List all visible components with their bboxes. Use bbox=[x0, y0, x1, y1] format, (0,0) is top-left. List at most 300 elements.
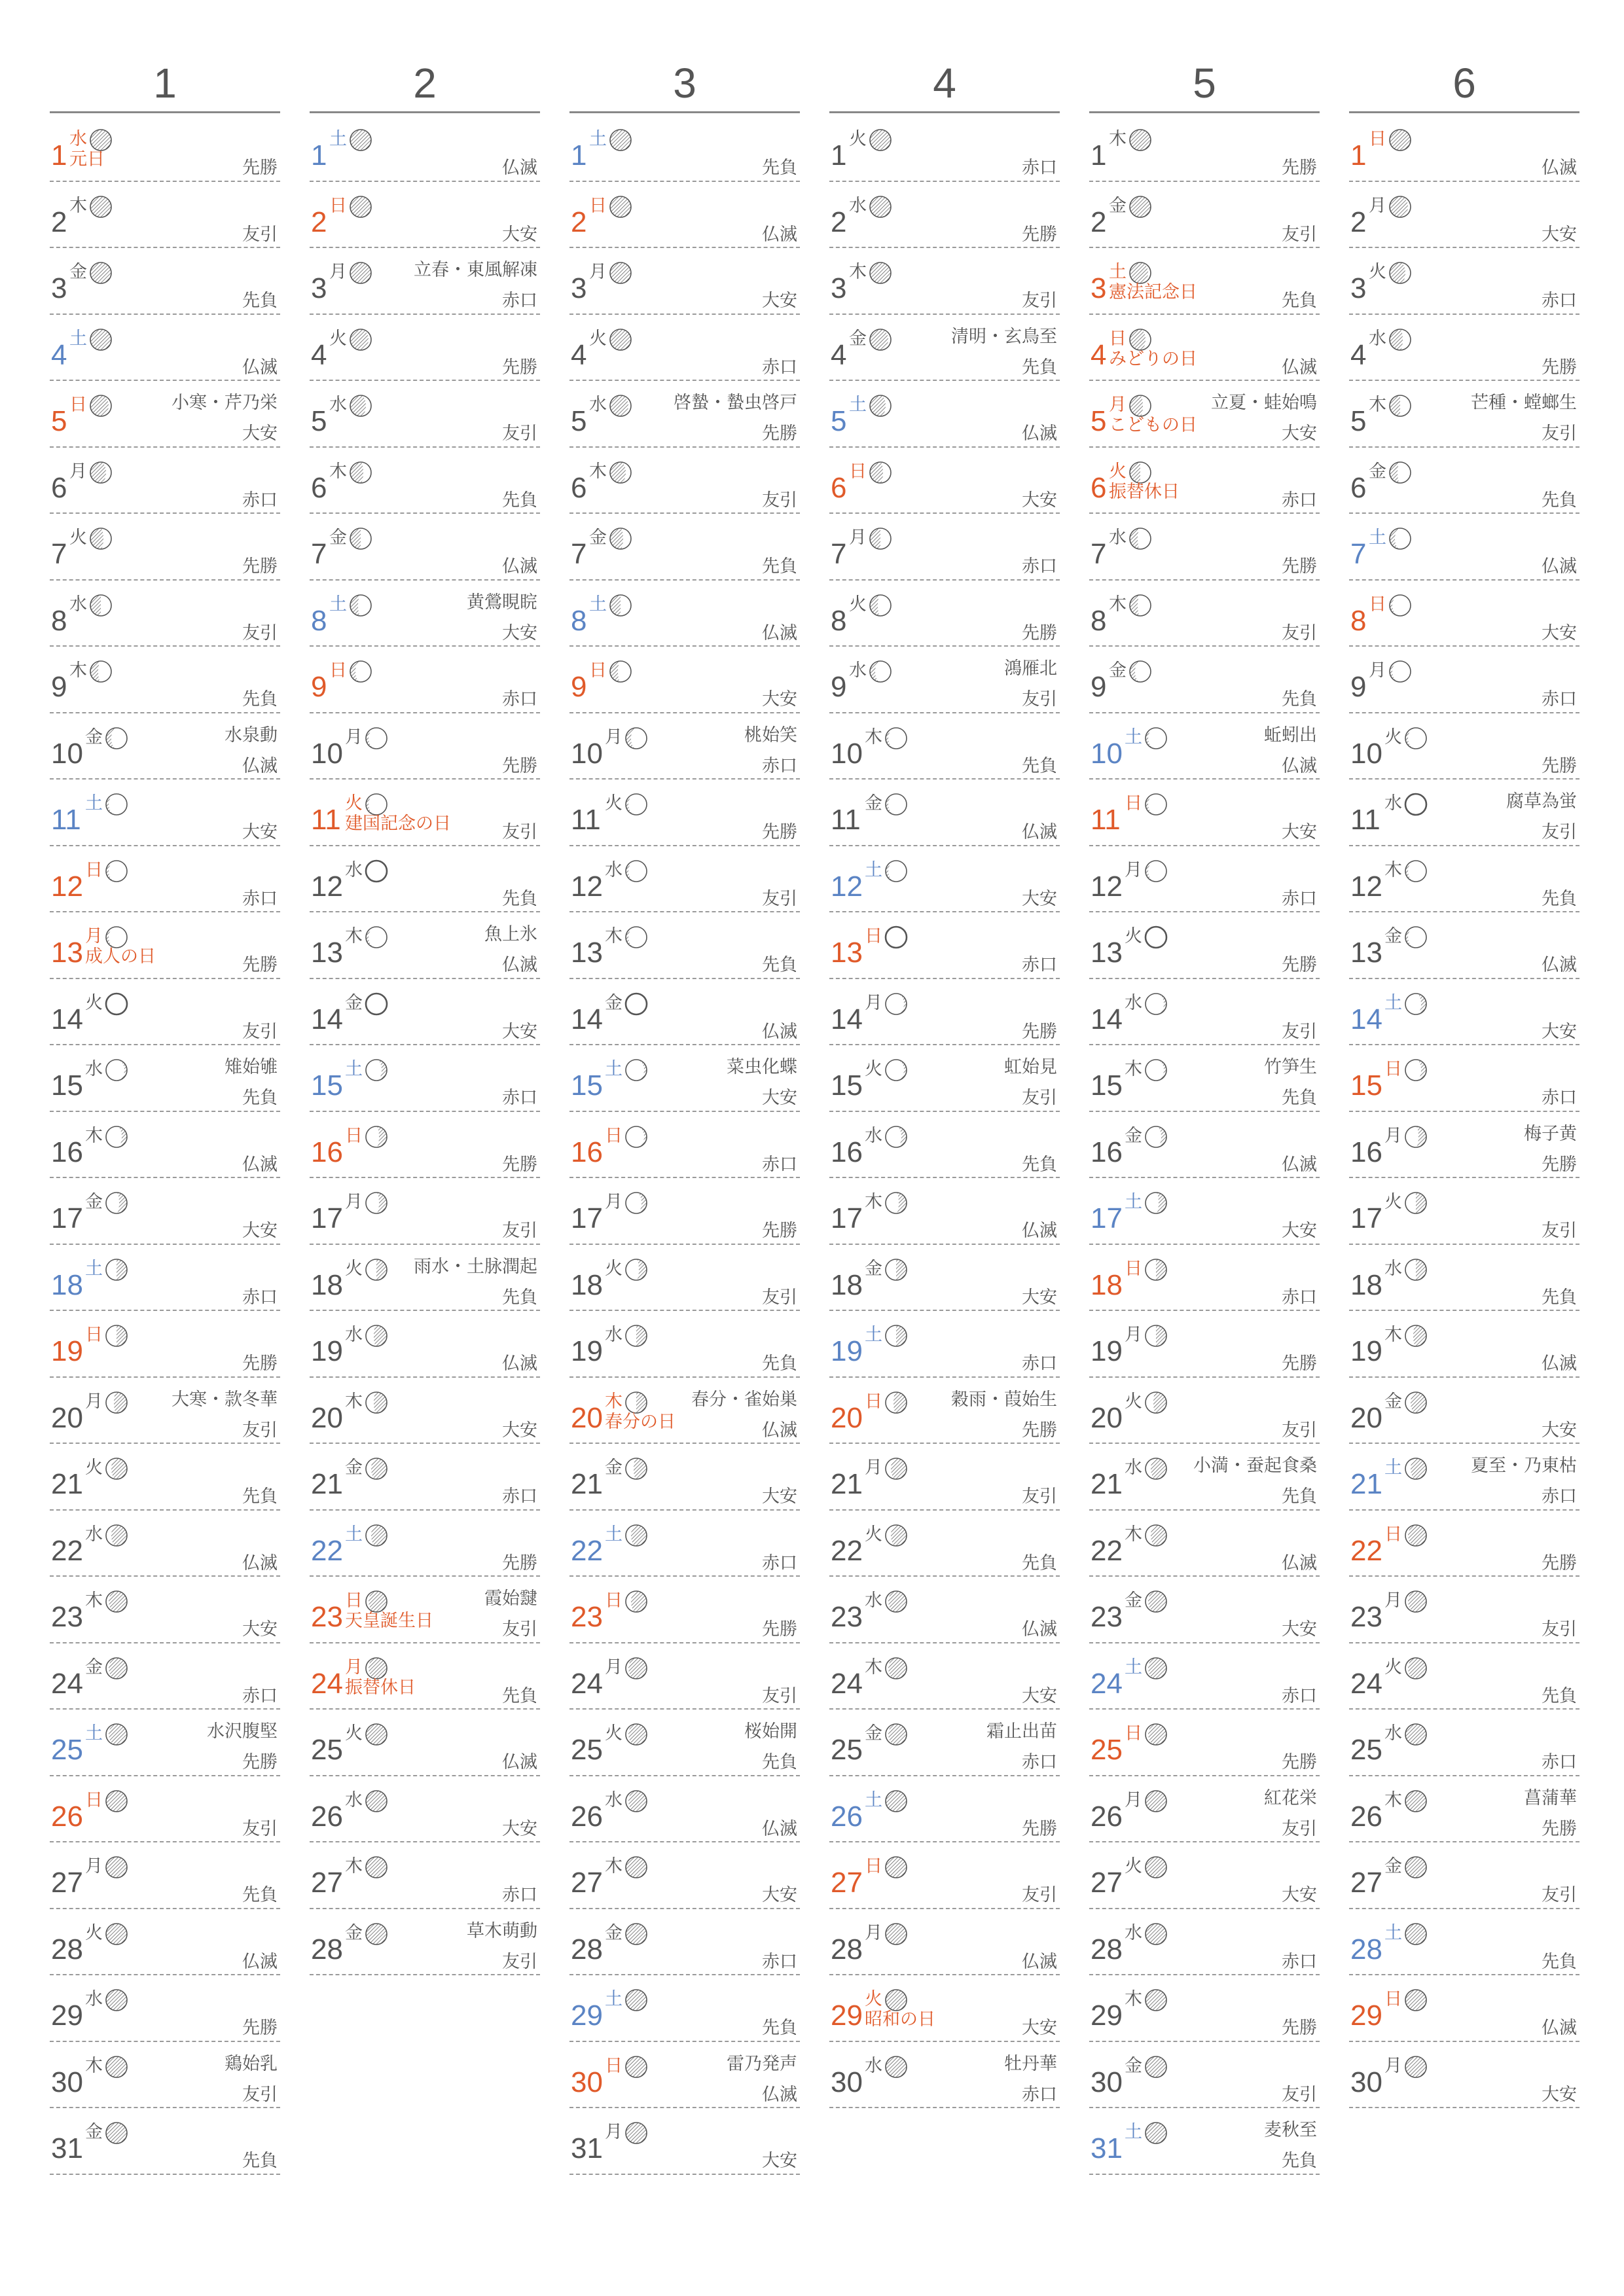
solar-term-label: 紅花栄 bbox=[1264, 1787, 1317, 1808]
day-number: 26 bbox=[51, 1800, 83, 1833]
day-number: 4 bbox=[1091, 338, 1107, 371]
rokuyo-label: 友引 bbox=[762, 1287, 797, 1308]
day-number: 21 bbox=[51, 1468, 83, 1500]
moon-phase-icon bbox=[624, 726, 648, 750]
day-number: 20 bbox=[1091, 1401, 1123, 1434]
weekday-label: 火 bbox=[1125, 1856, 1142, 1876]
solar-term-label: 春分・雀始巣 bbox=[691, 1389, 797, 1410]
rokuyo-label: 大安 bbox=[762, 689, 797, 709]
rokuyo-label: 友引 bbox=[242, 2084, 278, 2105]
day-number: 28 bbox=[571, 1933, 603, 1965]
moon-phase-icon bbox=[624, 1324, 648, 1348]
day-row bbox=[569, 1577, 800, 1643]
day-number: 14 bbox=[831, 1003, 863, 1035]
day-row bbox=[1089, 581, 1320, 647]
day-number: 18 bbox=[51, 1268, 83, 1301]
day-number: 30 bbox=[1350, 2066, 1382, 2098]
day-row bbox=[1089, 2108, 1320, 2175]
day-number: 17 bbox=[1091, 1202, 1123, 1234]
weekday-label: 水 bbox=[849, 195, 867, 216]
day-row bbox=[569, 2042, 800, 2109]
day-row bbox=[829, 1045, 1060, 1112]
day-number: 16 bbox=[1350, 1136, 1382, 1168]
month-title: 1 bbox=[50, 56, 280, 113]
day-row bbox=[1089, 1909, 1320, 1976]
weekday-label: 日 bbox=[85, 859, 103, 880]
day-row bbox=[1089, 1178, 1320, 1245]
rokuyo-label: 友引 bbox=[762, 490, 797, 511]
day-row bbox=[310, 780, 540, 846]
rokuyo-label: 先負 bbox=[242, 1088, 278, 1108]
day-list bbox=[1089, 115, 1320, 2175]
moon-phase-icon bbox=[869, 195, 892, 219]
rokuyo-label: 先負 bbox=[502, 888, 537, 909]
day-number: 27 bbox=[311, 1867, 343, 1899]
moon-phase-icon bbox=[105, 925, 128, 949]
rokuyo-label: 友引 bbox=[1542, 822, 1577, 842]
rokuyo-label: 友引 bbox=[502, 1619, 537, 1640]
day-row bbox=[829, 381, 1060, 448]
weekday-label: 木 bbox=[865, 1657, 882, 1677]
day-row bbox=[50, 1776, 280, 1843]
day-number: 15 bbox=[1350, 1069, 1382, 1102]
weekday-label: 日 bbox=[589, 195, 607, 216]
day-number: 2 bbox=[831, 206, 847, 238]
moon-phase-icon bbox=[1388, 461, 1412, 484]
moon-phase-icon bbox=[624, 925, 648, 949]
rokuyo-label: 先負 bbox=[762, 1354, 797, 1374]
moon-phase-icon bbox=[1144, 1922, 1168, 1946]
moon-phase-icon bbox=[609, 594, 632, 617]
day-row bbox=[50, 1045, 280, 1112]
solar-term-label: 桃始笑 bbox=[744, 725, 797, 745]
day-number: 14 bbox=[571, 1003, 603, 1035]
day-row bbox=[50, 315, 280, 382]
moon-phase-icon bbox=[1404, 1988, 1428, 2012]
day-row bbox=[829, 780, 1060, 846]
moon-phase-icon bbox=[1404, 793, 1428, 816]
moon-phase-icon bbox=[624, 1590, 648, 1613]
solar-term-label: 黄鶯睍睆 bbox=[467, 592, 537, 613]
rokuyo-label: 大安 bbox=[762, 291, 797, 311]
weekday-label: 月 bbox=[1384, 1590, 1402, 1611]
day-row bbox=[310, 912, 540, 979]
moon-phase-icon bbox=[1128, 660, 1152, 683]
day-number: 23 bbox=[1091, 1601, 1123, 1633]
moon-phase-icon bbox=[365, 726, 388, 750]
day-row bbox=[1349, 1842, 1579, 1909]
moon-phase-icon bbox=[609, 660, 632, 683]
rokuyo-label: 赤口 bbox=[1542, 1752, 1577, 1772]
weekday-label: 土 bbox=[345, 1059, 363, 1079]
day-number: 3 bbox=[571, 272, 587, 304]
rokuyo-label: 友引 bbox=[1022, 1885, 1057, 1905]
moon-phase-icon bbox=[365, 1789, 388, 1813]
moon-phase-icon bbox=[624, 1723, 648, 1746]
day-row bbox=[1349, 1776, 1579, 1843]
day-number: 27 bbox=[1091, 1867, 1123, 1899]
moon-phase-icon bbox=[884, 1457, 908, 1480]
rokuyo-label: 先負 bbox=[1022, 357, 1057, 378]
weekday-label: 木 bbox=[605, 1856, 623, 1876]
day-row bbox=[50, 115, 280, 182]
weekday-label: 月 bbox=[345, 1657, 363, 1677]
weekday-label: 月 bbox=[345, 1192, 363, 1212]
day-row bbox=[50, 581, 280, 647]
day-number: 9 bbox=[571, 671, 587, 703]
day-number: 28 bbox=[1091, 1933, 1123, 1965]
rokuyo-label: 先負 bbox=[762, 158, 797, 178]
moon-phase-icon bbox=[1144, 1324, 1168, 1348]
day-row bbox=[829, 1776, 1060, 1843]
day-number: 11 bbox=[311, 804, 341, 836]
moon-phase-icon bbox=[1144, 2055, 1168, 2079]
weekday-label: 水 bbox=[865, 1125, 882, 1146]
day-list bbox=[569, 115, 800, 2175]
day-row bbox=[1089, 1311, 1320, 1378]
weekday-label: 木 bbox=[1125, 1524, 1142, 1545]
day-number: 7 bbox=[51, 538, 67, 570]
day-number: 9 bbox=[1091, 671, 1107, 703]
rokuyo-label: 先勝 bbox=[242, 1354, 278, 1374]
moon-phase-icon bbox=[609, 261, 632, 285]
weekday-label: 日 bbox=[589, 660, 607, 681]
day-number: 22 bbox=[831, 1534, 863, 1567]
weekday-label: 月 bbox=[345, 726, 363, 747]
rokuyo-label: 友引 bbox=[1282, 2084, 1317, 2105]
rokuyo-label: 先負 bbox=[1542, 1685, 1577, 1706]
moon-phase-icon bbox=[349, 461, 372, 484]
weekday-label: 日 bbox=[85, 1789, 103, 1810]
rokuyo-label: 大安 bbox=[762, 1885, 797, 1905]
day-number: 29 bbox=[1091, 2000, 1123, 2032]
month-column-3 bbox=[569, 56, 800, 2175]
solar-term-label: 腐草為蛍 bbox=[1506, 791, 1577, 812]
moon-phase-icon bbox=[1404, 1922, 1428, 1946]
rokuyo-label: 仏滅 bbox=[242, 1552, 278, 1573]
weekday-label: 土 bbox=[1125, 726, 1142, 747]
day-number: 1 bbox=[1091, 139, 1107, 171]
rokuyo-label: 先勝 bbox=[1022, 1420, 1057, 1441]
rokuyo-label: 仏滅 bbox=[242, 1951, 278, 1972]
moon-phase-icon bbox=[609, 328, 632, 351]
weekday-label: 金 bbox=[1109, 660, 1127, 681]
solar-term-label: 水沢腹堅 bbox=[207, 1721, 278, 1742]
rokuyo-label: 先負 bbox=[502, 1287, 537, 1308]
day-number: 25 bbox=[571, 1734, 603, 1766]
day-row bbox=[50, 1245, 280, 1312]
weekday-label: 火 bbox=[345, 1258, 363, 1279]
day-number: 28 bbox=[1350, 1933, 1382, 1965]
day-number: 10 bbox=[1350, 737, 1382, 770]
rokuyo-label: 先勝 bbox=[1022, 622, 1057, 643]
day-number: 11 bbox=[1091, 804, 1121, 836]
weekday-label: 木 bbox=[589, 461, 607, 482]
rokuyo-label: 赤口 bbox=[502, 1088, 537, 1108]
month-column-2 bbox=[310, 56, 540, 1975]
weekday-label: 土 bbox=[865, 859, 882, 880]
day-row bbox=[569, 647, 800, 713]
rokuyo-label: 先負 bbox=[502, 490, 537, 511]
rokuyo-label: 大安 bbox=[1542, 1420, 1577, 1441]
rokuyo-label: 先勝 bbox=[1282, 556, 1317, 577]
rokuyo-label: 先勝 bbox=[1282, 2018, 1317, 2038]
day-row bbox=[1349, 713, 1579, 780]
day-number: 13 bbox=[571, 937, 603, 969]
moon-phase-icon bbox=[1404, 1789, 1428, 1813]
rokuyo-label: 先勝 bbox=[1542, 1154, 1577, 1175]
weekday-label: 金 bbox=[85, 1192, 103, 1212]
day-number: 26 bbox=[571, 1800, 603, 1833]
moon-phase-icon bbox=[1144, 726, 1168, 750]
day-number: 15 bbox=[51, 1069, 83, 1102]
day-row bbox=[1089, 1643, 1320, 1710]
day-number: 2 bbox=[311, 206, 327, 238]
day-row bbox=[829, 1511, 1060, 1577]
day-number: 10 bbox=[1091, 737, 1123, 770]
rokuyo-label: 先負 bbox=[242, 689, 278, 709]
rokuyo-label: 赤口 bbox=[242, 490, 278, 511]
day-number: 19 bbox=[571, 1335, 603, 1367]
moon-phase-icon bbox=[624, 2121, 648, 2145]
day-row bbox=[310, 1909, 540, 1976]
day-number: 27 bbox=[51, 1867, 83, 1899]
solar-term-label: 霜止出苗 bbox=[986, 1721, 1057, 1742]
rokuyo-label: 赤口 bbox=[1282, 888, 1317, 909]
weekday-label: 土 bbox=[85, 793, 103, 814]
weekday-label: 金 bbox=[1109, 195, 1127, 216]
day-row bbox=[1349, 1378, 1579, 1444]
moon-phase-icon bbox=[1128, 128, 1152, 152]
weekday-label: 土 bbox=[589, 594, 607, 615]
day-row bbox=[829, 1975, 1060, 2042]
moon-phase-icon bbox=[884, 726, 908, 750]
moon-phase-icon bbox=[1388, 660, 1412, 683]
rokuyo-label: 仏滅 bbox=[762, 1818, 797, 1839]
rokuyo-label: 仏滅 bbox=[502, 158, 537, 178]
moon-phase-icon bbox=[1144, 1590, 1168, 1613]
moon-phase-icon bbox=[89, 261, 113, 285]
rokuyo-label: 大安 bbox=[1542, 1021, 1577, 1042]
day-row bbox=[1089, 315, 1320, 382]
weekday-label: 月 bbox=[1384, 1125, 1402, 1146]
day-row bbox=[1089, 1245, 1320, 1312]
weekday-label: 月 bbox=[85, 926, 103, 946]
moon-phase-icon bbox=[105, 1590, 128, 1613]
weekday-label: 土 bbox=[329, 129, 347, 149]
rokuyo-label: 大安 bbox=[1282, 1221, 1317, 1241]
weekday-label: 木 bbox=[605, 1391, 623, 1412]
rokuyo-label: 先勝 bbox=[762, 423, 797, 444]
weekday-label: 火 bbox=[1384, 726, 1402, 747]
day-row bbox=[829, 1311, 1060, 1378]
weekday-label: 月 bbox=[865, 1458, 882, 1478]
weekday-label: 水 bbox=[865, 1590, 882, 1611]
day-number: 7 bbox=[571, 538, 587, 570]
moon-phase-icon bbox=[105, 2121, 128, 2145]
solar-term-label: 蚯蚓出 bbox=[1264, 725, 1317, 745]
rokuyo-label: 赤口 bbox=[1542, 689, 1577, 709]
day-row bbox=[829, 912, 1060, 979]
day-row bbox=[310, 1178, 540, 1245]
rokuyo-label: 友引 bbox=[242, 1021, 278, 1042]
solar-term-label: 桜始開 bbox=[744, 1721, 797, 1742]
day-row bbox=[310, 979, 540, 1046]
weekday-label: 金 bbox=[605, 992, 623, 1013]
rokuyo-label: 赤口 bbox=[762, 1154, 797, 1175]
holiday-label: 建国記念の日 bbox=[345, 814, 451, 834]
weekday-label: 土 bbox=[329, 594, 347, 615]
day-row bbox=[1349, 1045, 1579, 1112]
moon-phase-icon bbox=[89, 527, 113, 550]
day-number: 17 bbox=[1350, 1202, 1382, 1234]
day-row bbox=[569, 1112, 800, 1179]
day-number: 24 bbox=[311, 1667, 343, 1700]
solar-term-label: 牡丹華 bbox=[1004, 2053, 1057, 2074]
day-number: 14 bbox=[311, 1003, 343, 1035]
weekday-label: 土 bbox=[605, 1989, 623, 2009]
moon-phase-icon bbox=[869, 660, 892, 683]
day-row bbox=[310, 381, 540, 448]
moon-phase-icon bbox=[349, 594, 372, 617]
rokuyo-label: 大安 bbox=[1282, 822, 1317, 842]
day-row bbox=[50, 2108, 280, 2175]
day-number: 9 bbox=[1350, 671, 1367, 703]
rokuyo-label: 大安 bbox=[502, 224, 537, 245]
weekday-label: 火 bbox=[85, 1458, 103, 1478]
day-number: 5 bbox=[1350, 405, 1367, 437]
rokuyo-label: 先負 bbox=[1282, 2151, 1317, 2171]
day-number: 26 bbox=[1350, 1800, 1382, 1833]
moon-phase-icon bbox=[105, 1657, 128, 1680]
rokuyo-label: 仏滅 bbox=[1282, 1552, 1317, 1573]
day-number: 11 bbox=[1350, 804, 1380, 836]
weekday-label: 月 bbox=[1125, 859, 1142, 880]
day-row bbox=[1349, 979, 1579, 1046]
day-row bbox=[829, 1710, 1060, 1776]
holiday-label: 成人の日 bbox=[85, 946, 156, 967]
weekday-label: 火 bbox=[589, 328, 607, 349]
day-number: 23 bbox=[831, 1601, 863, 1633]
rokuyo-label: 赤口 bbox=[1542, 1088, 1577, 1108]
rokuyo-label: 仏滅 bbox=[762, 2084, 797, 2105]
weekday-label: 土 bbox=[1109, 262, 1127, 282]
weekday-label: 日 bbox=[1125, 1258, 1142, 1279]
day-number: 6 bbox=[1091, 471, 1107, 504]
moon-phase-icon bbox=[105, 726, 128, 750]
moon-phase-icon bbox=[105, 1191, 128, 1215]
moon-phase-icon bbox=[609, 195, 632, 219]
rokuyo-label: 大安 bbox=[762, 1486, 797, 1507]
day-number: 16 bbox=[1091, 1136, 1123, 1168]
moon-phase-icon bbox=[1404, 726, 1428, 750]
rokuyo-label: 先勝 bbox=[502, 755, 537, 776]
day-list bbox=[829, 115, 1060, 2108]
day-row bbox=[1349, 315, 1579, 382]
weekday-label: 火 bbox=[69, 528, 87, 548]
weekday-label: 水 bbox=[1125, 1458, 1142, 1478]
moon-phase-icon bbox=[884, 1922, 908, 1946]
weekday-label: 水 bbox=[345, 1325, 363, 1345]
moon-phase-icon bbox=[609, 461, 632, 484]
moon-phase-icon bbox=[1144, 1657, 1168, 1680]
rokuyo-label: 友引 bbox=[1022, 689, 1057, 709]
rokuyo-label: 先勝 bbox=[242, 2018, 278, 2038]
weekday-label: 金 bbox=[865, 1258, 882, 1279]
moon-phase-icon bbox=[1388, 261, 1412, 285]
solar-term-label: 麦秋至 bbox=[1264, 2120, 1317, 2140]
moon-phase-icon bbox=[869, 328, 892, 351]
weekday-label: 土 bbox=[1369, 528, 1386, 548]
day-number: 19 bbox=[831, 1335, 863, 1367]
day-row bbox=[310, 182, 540, 249]
weekday-label: 日 bbox=[605, 1125, 623, 1146]
rokuyo-label: 赤口 bbox=[502, 1885, 537, 1905]
moon-phase-icon bbox=[884, 1524, 908, 1547]
rokuyo-label: 先勝 bbox=[1022, 224, 1057, 245]
holiday-label: 元日 bbox=[69, 149, 105, 170]
day-number: 19 bbox=[1091, 1335, 1123, 1367]
weekday-label: 火 bbox=[329, 328, 347, 349]
rokuyo-label: 大安 bbox=[762, 2151, 797, 2171]
weekday-label: 土 bbox=[849, 395, 867, 415]
day-row bbox=[569, 1045, 800, 1112]
day-number: 1 bbox=[1350, 139, 1367, 171]
weekday-label: 火 bbox=[85, 992, 103, 1013]
day-row bbox=[569, 448, 800, 514]
solar-term-label: 大寒・款冬華 bbox=[171, 1389, 278, 1410]
rokuyo-label: 先負 bbox=[242, 1885, 278, 1905]
rokuyo-label: 先負 bbox=[762, 1752, 797, 1772]
moon-phase-icon bbox=[624, 1457, 648, 1480]
holiday-label: こどもの日 bbox=[1109, 415, 1197, 435]
day-row bbox=[569, 1710, 800, 1776]
day-number: 24 bbox=[571, 1667, 603, 1700]
day-row bbox=[1089, 1045, 1320, 1112]
weekday-label: 金 bbox=[1384, 1391, 1402, 1412]
day-row bbox=[310, 1776, 540, 1843]
day-number: 1 bbox=[51, 139, 67, 171]
rokuyo-label: 大安 bbox=[1022, 1287, 1057, 1308]
weekday-label: 水 bbox=[605, 1325, 623, 1345]
day-row bbox=[1089, 514, 1320, 581]
weekday-label: 火 bbox=[849, 129, 867, 149]
day-number: 3 bbox=[831, 272, 847, 304]
rokuyo-label: 大安 bbox=[1022, 490, 1057, 511]
holiday-label: 振替休日 bbox=[1109, 481, 1180, 502]
day-row bbox=[569, 1975, 800, 2042]
day-number: 2 bbox=[1350, 206, 1367, 238]
rokuyo-label: 大安 bbox=[1022, 888, 1057, 909]
day-row bbox=[1349, 182, 1579, 249]
solar-term-label: 夏至・乃東枯 bbox=[1471, 1456, 1577, 1476]
weekday-label: 金 bbox=[1369, 461, 1386, 482]
day-row bbox=[310, 315, 540, 382]
solar-term-label: 穀雨・葭始生 bbox=[951, 1389, 1057, 1410]
moon-phase-icon bbox=[884, 1590, 908, 1613]
day-row bbox=[1089, 846, 1320, 913]
rokuyo-label: 大安 bbox=[1542, 224, 1577, 245]
day-number: 12 bbox=[571, 870, 603, 903]
weekday-label: 金 bbox=[69, 262, 87, 282]
day-row bbox=[310, 647, 540, 713]
moon-phase-icon bbox=[1144, 1856, 1168, 1879]
day-row bbox=[50, 182, 280, 249]
weekday-label: 木 bbox=[1384, 1789, 1402, 1810]
day-row bbox=[829, 182, 1060, 249]
weekday-label: 金 bbox=[85, 2122, 103, 2142]
day-number: 7 bbox=[1091, 538, 1107, 570]
